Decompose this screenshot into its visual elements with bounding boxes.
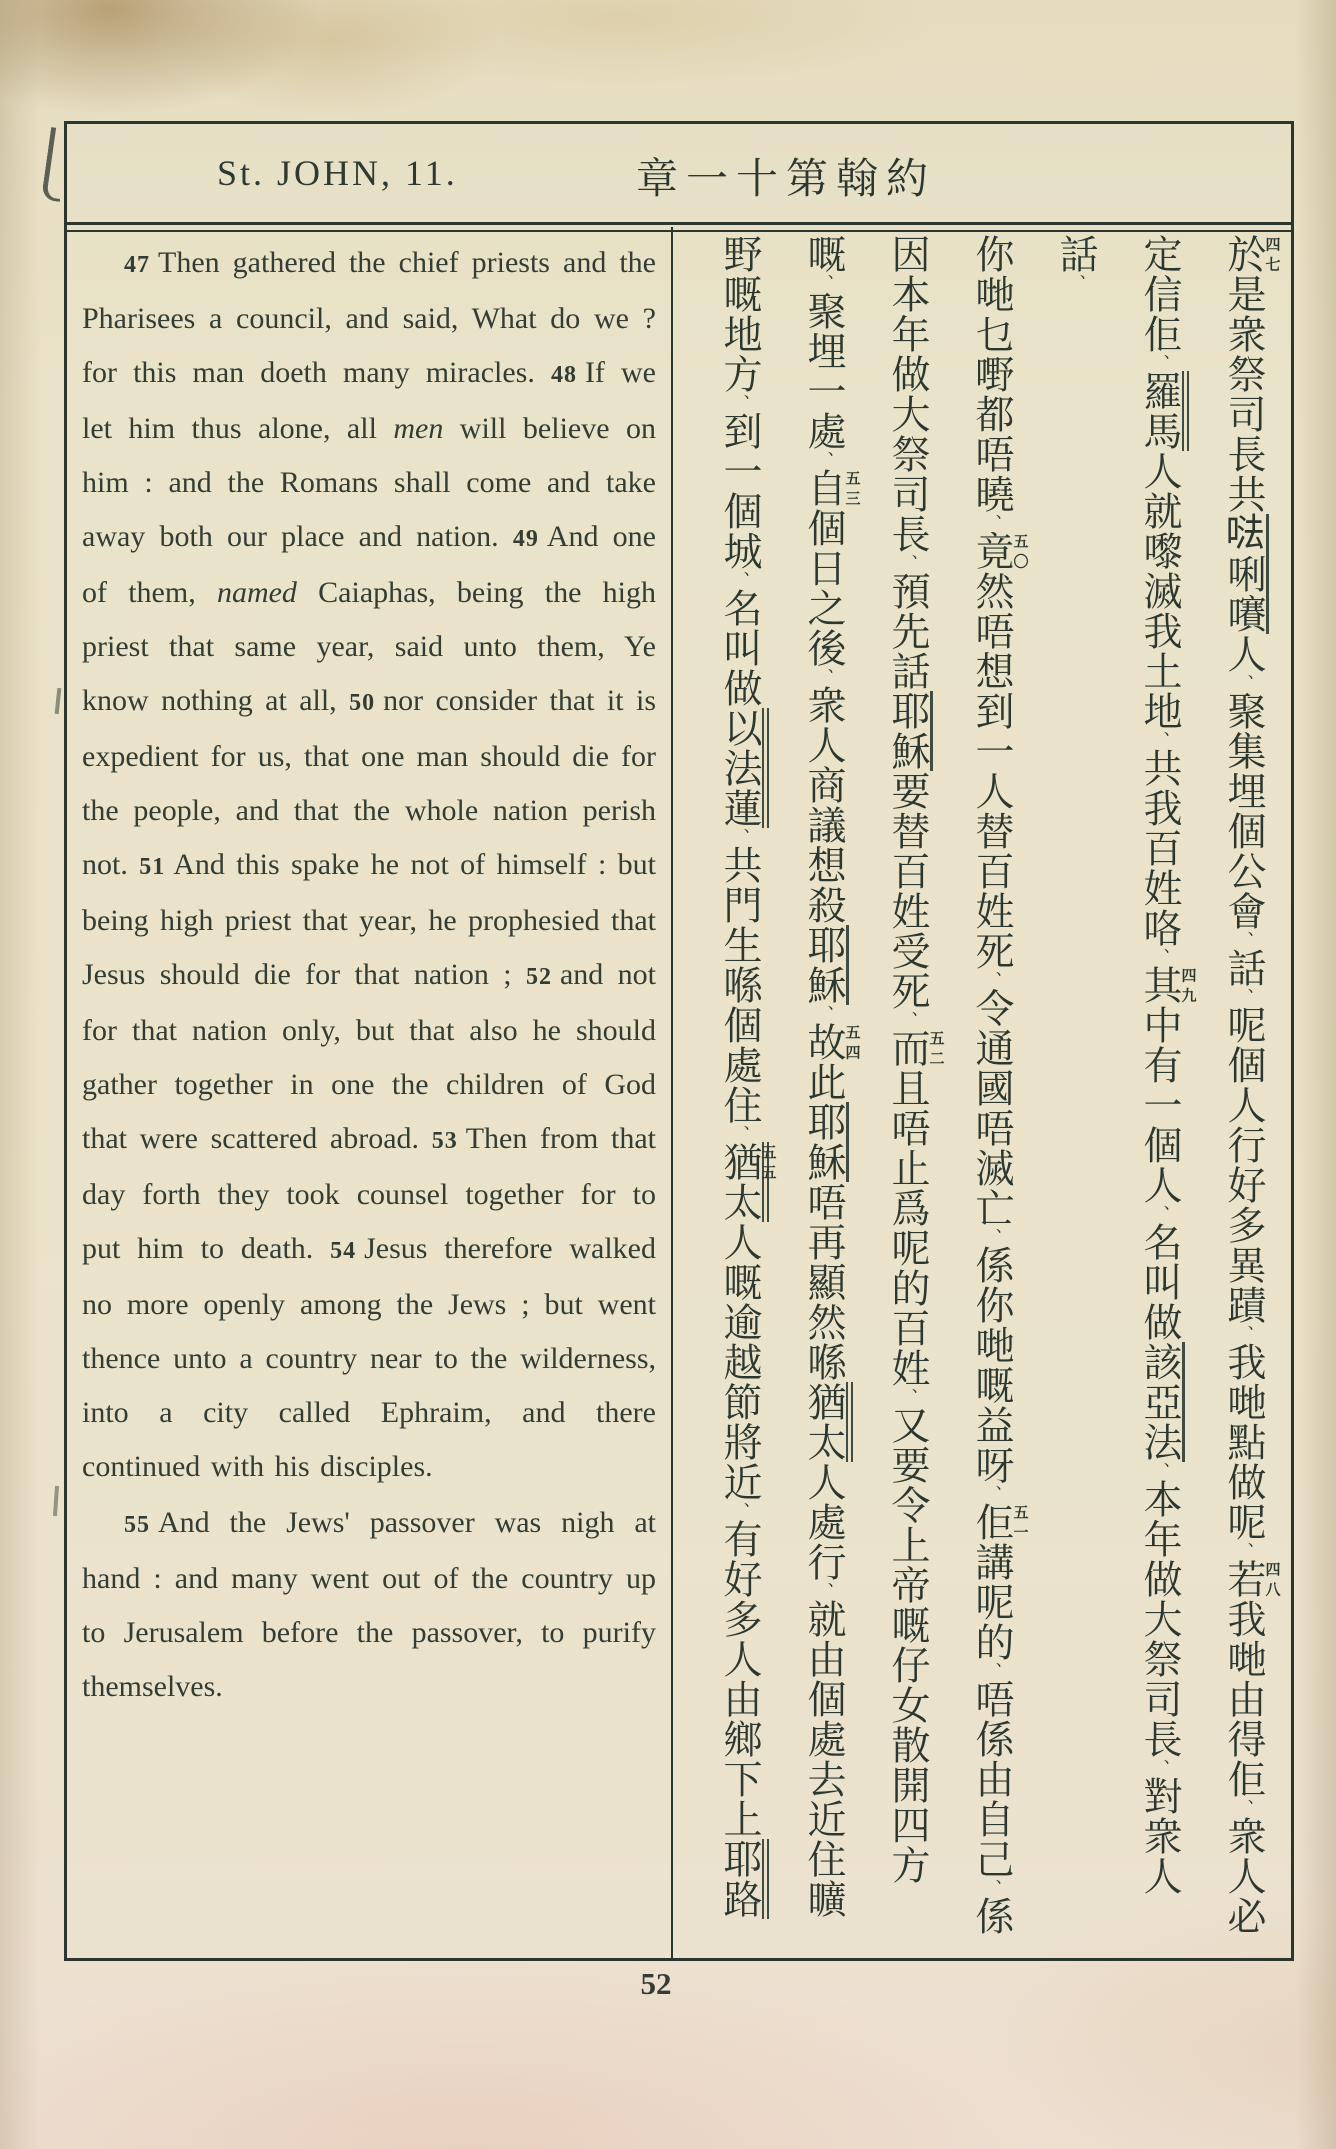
side-punctuation: 、 bbox=[1234, 1799, 1253, 1816]
side-punctuation: 、 bbox=[1234, 674, 1253, 691]
header-title-english: St. JOHN, 11. bbox=[217, 153, 458, 193]
side-punctuation: 、 bbox=[730, 1125, 749, 1142]
side-punctuation: 、 bbox=[1234, 931, 1253, 948]
verse-number: 51 bbox=[139, 854, 166, 880]
proper-noun-mark: 耶穌 bbox=[802, 1102, 849, 1182]
column-divider bbox=[671, 227, 673, 1958]
side-punctuation: 、 bbox=[982, 1879, 1001, 1896]
verse-number: 50 bbox=[349, 690, 376, 716]
chinese-verse-marker: 四七 bbox=[1263, 234, 1280, 274]
side-punctuation: 、 bbox=[982, 1662, 1001, 1679]
side-punctuation: 、 bbox=[814, 451, 833, 468]
side-punctuation: 、 bbox=[1234, 1325, 1253, 1342]
side-punctuation: 、 bbox=[814, 274, 833, 291]
printing-artifact-tick bbox=[55, 688, 62, 714]
proper-noun-mark: 猶太 bbox=[802, 1382, 853, 1462]
side-punctuation: 、 bbox=[982, 971, 1001, 988]
side-punctuation: 、 bbox=[898, 554, 917, 571]
side-punctuation: 、 bbox=[730, 828, 749, 845]
chinese-column: 野嘅地方、到一個城、名叫做以法蓮、共門生喺個處住、猶五五太人嘅逾越節將近、有好多人由鄉下上耶路 bbox=[718, 234, 776, 1919]
chinese-column bbox=[689, 234, 697, 1950]
proper-noun-mark: 耶穌 bbox=[802, 925, 849, 1005]
side-punctuation: 、 bbox=[814, 1005, 833, 1022]
proper-noun-mark: 以法蓮 bbox=[718, 708, 769, 828]
page-number: 52 bbox=[640, 1966, 672, 2001]
verse-start-character: 若四八 bbox=[1222, 1559, 1280, 1599]
chinese-column: 定信佢、羅馬人就嚟滅我土地、共我百姓咯、其四九中有一個人、名叫做該亞法、本年做大祭司長、對衆人話、 bbox=[1054, 234, 1196, 1896]
verse-start-character: 猶五五 bbox=[718, 1142, 776, 1182]
verse-number: 48 bbox=[550, 362, 577, 388]
verse-start-character: 於四七 bbox=[1222, 234, 1280, 274]
side-punctuation: 、 bbox=[898, 1011, 917, 1028]
chinese-verse-marker: 五五 bbox=[759, 1142, 776, 1182]
chinese-column: 於四七是衆祭司長共𠵽唎㘔人、聚集埋個公會、話、呢個人行好多異蹟、我哋點做呢、若四八我哋由得佢、衆人必 bbox=[1222, 234, 1280, 1936]
side-punctuation: 、 bbox=[1150, 1759, 1169, 1776]
side-punctuation: 、 bbox=[1234, 1542, 1253, 1559]
english-text bbox=[82, 236, 656, 1948]
side-punctuation: 、 bbox=[730, 571, 749, 588]
side-punctuation: 、 bbox=[1234, 988, 1253, 1005]
side-punctuation: 、 bbox=[814, 1582, 833, 1599]
verse-start-character: 佢五一 bbox=[970, 1502, 1028, 1542]
side-punctuation: 、 bbox=[730, 394, 749, 411]
side-punctuation: 、 bbox=[814, 668, 833, 685]
chinese-verse-marker: 五一 bbox=[1011, 1502, 1028, 1542]
side-punctuation: 、 bbox=[730, 1502, 749, 1519]
verse-start-character: 故五四 bbox=[802, 1022, 860, 1062]
verse-start-character: 自五三 bbox=[802, 468, 860, 508]
side-punctuation: 、 bbox=[982, 1228, 1001, 1245]
proper-noun-mark: 猶五五太 bbox=[718, 1142, 776, 1222]
verse-number: 53 bbox=[431, 1128, 458, 1154]
header-title-chinese: 章一十第翰約 bbox=[635, 157, 936, 203]
side-punctuation: 、 bbox=[1150, 948, 1169, 965]
proper-noun-mark: 該亞法 bbox=[1138, 1342, 1185, 1462]
chinese-column: 嘅、聚埋一處、自五三個日之後、衆人商議想殺耶穌、故五四此耶穌唔再顯然喺猶太人處行、就由個處去近住曠 bbox=[802, 234, 860, 1919]
verse-start-character: 其四九 bbox=[1138, 965, 1196, 1005]
chinese-column: 你哋乜嘢都唔曉、竟五〇然唔想到一人替百姓死、令通國唔滅亡、係你哋嘅益呀、佢五一講呢的、唔係由自己、係 bbox=[970, 234, 1028, 1936]
side-punctuation: 、 bbox=[1150, 1205, 1169, 1222]
side-punctuation: 、 bbox=[1066, 274, 1085, 291]
verse-number: 47 bbox=[124, 252, 150, 278]
chinese-verse-marker: 五三 bbox=[843, 468, 860, 508]
english-paragraph: 55 And the Jews' passover was nigh at hand : and many went out of the country up to Jerusalem before the passover, to purify themselves. bbox=[82, 1506, 656, 1703]
chinese-verse-marker: 五二 bbox=[927, 1028, 944, 1068]
side-punctuation: 、 bbox=[1150, 1462, 1169, 1479]
chinese-column: 因本年做大祭司長、預先話耶穌要替百姓受死、而五二且唔止爲呢的百姓、又要令上帝嘅仔女散開四方 bbox=[886, 234, 944, 1885]
chinese-verse-marker: 五四 bbox=[843, 1022, 860, 1062]
side-punctuation: 、 bbox=[982, 514, 1001, 531]
header-rule bbox=[64, 222, 1294, 232]
proper-noun-mark: 羅馬 bbox=[1138, 371, 1189, 451]
proper-noun-mark: 耶穌 bbox=[886, 691, 933, 771]
verse-number: 52 bbox=[525, 964, 552, 990]
side-punctuation: 、 bbox=[898, 1388, 917, 1405]
chinese-verse-marker: 五〇 bbox=[1011, 531, 1028, 571]
side-punctuation: 、 bbox=[1150, 354, 1169, 371]
verse-number: 54 bbox=[330, 1238, 357, 1264]
chinese-verse-marker: 四九 bbox=[1179, 965, 1196, 1005]
page-frame bbox=[64, 121, 1294, 1961]
proper-noun-mark: 耶路 bbox=[718, 1839, 769, 1919]
printing-artifact-tick bbox=[53, 1486, 59, 1516]
verse-number: 49 bbox=[512, 526, 539, 552]
verse-start-character: 而五二 bbox=[886, 1028, 944, 1068]
side-punctuation: 、 bbox=[982, 1485, 1001, 1502]
side-punctuation: 、 bbox=[1150, 731, 1169, 748]
chinese-verse-marker: 四八 bbox=[1263, 1559, 1280, 1599]
verse-start-character: 竟五〇 bbox=[970, 531, 1028, 571]
chinese-text bbox=[689, 234, 1285, 1950]
verse-number: 55 bbox=[124, 1512, 150, 1538]
english-paragraph: 47 Then gathered the chief priests and the Pharisees a council, and said, What do we ? for this man doeth many miracles. 48 If we let him thus alone, all men will believe on him : and the Romans shall come and take away both our place and nation. 49 And one of them, named Caiaphas, being the high priest that same year, said unto them, Ye know nothing at all, 50 nor consider that it is expedient for us, that one man should die for the people, and that the whole nation perish not. 51 And this spake he not of himself : but being high priest that year, he prophesied that Jesus should die for that nation ; 52 and not for that nation only, but that also he should gather together in one the children of God that were scattered abroad. 53 Then from that day forth they took counsel together for to put him to death. 54 Jesus therefore walked no more openly among the Jews ; but went thence unto a country near to the wilderness, into a city called Ephraim, and there continued with his disciples. bbox=[82, 246, 656, 1483]
proper-noun-mark: 𠵽唎㘔 bbox=[1222, 514, 1269, 634]
